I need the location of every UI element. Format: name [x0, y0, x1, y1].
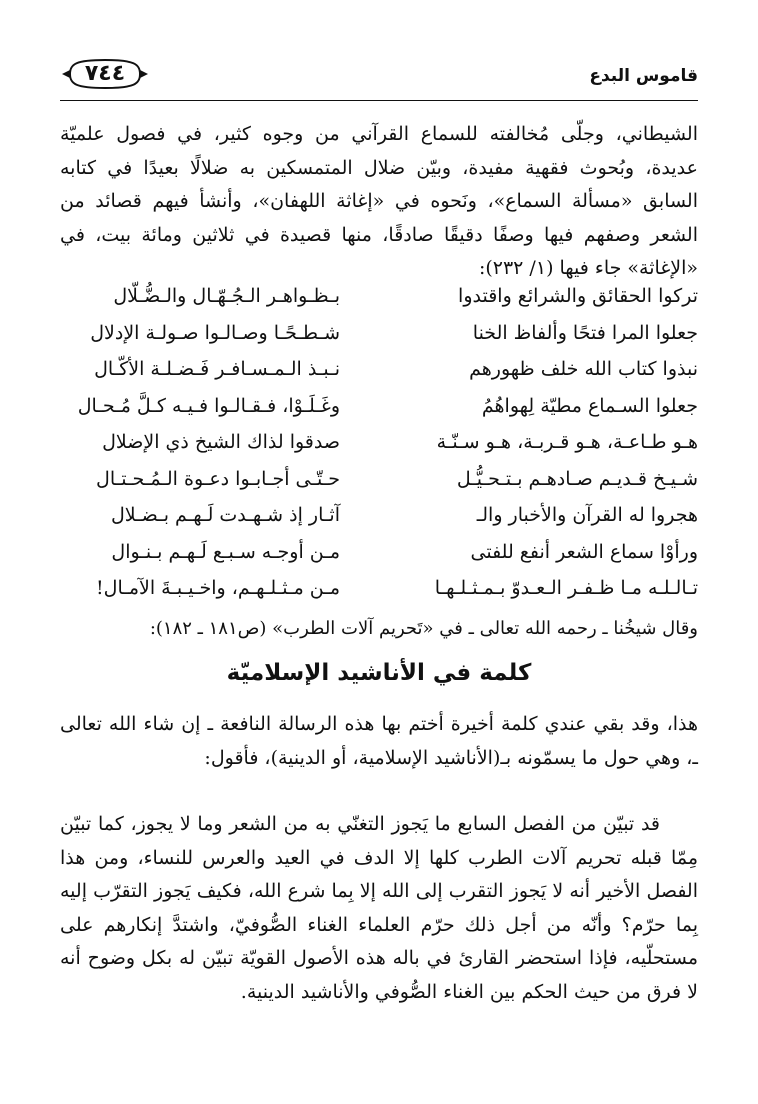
final-paragraph	[60, 808, 698, 1009]
poem-verse	[60, 322, 698, 359]
header-divider	[60, 100, 698, 101]
citation-line: وقال شيخُنا ـ رحمه الله تعالى ـ في «تَحريم آلات الطرب» (ص١٨١ ـ ١٨٢):	[149, 618, 698, 639]
running-title: قاموس البدع	[589, 66, 698, 86]
verse-second-hemistich: نـبـذ الـمـسـافـر فَـضـلـة الأكّـال	[94, 358, 340, 380]
poem	[60, 285, 698, 614]
page-number-badge	[60, 56, 150, 92]
poem-verse	[60, 431, 698, 468]
verse-first-hemistich: ورأوْا سماع الشعر أنفع للفتى	[470, 540, 698, 563]
verse-first-hemistich: تركوا الحقائق والشرائع واقتدوا	[458, 285, 698, 307]
verse-first-hemistich: شـيـخ قـديـم صـادهـم بـتـحـيُّـل	[456, 467, 698, 490]
poem-verse	[60, 541, 698, 578]
verse-first-hemistich: نبذوا كتاب الله خلف ظهورهم	[469, 358, 698, 380]
verse-second-hemistich: وغَـلَـوْا، فـقـالـوا فـيـه كـلَّ مُـحـال	[77, 394, 340, 417]
verse-second-hemistich: حـتّـى أجـابـوا دعـوة الـمُـحـتـال	[96, 467, 340, 490]
page-number: ٧٤٤	[84, 61, 126, 86]
verse-second-hemistich: صدقوا لذاك الشيخ ذي الإضلال	[102, 431, 340, 453]
verse-first-hemistich: تـالـلـه مـا ظـفـر الـعـدوّ بـمـثـلـهـا	[434, 577, 698, 599]
poem-verse	[60, 395, 698, 432]
verse-first-hemistich: جعلوا المرا فتحًا وألفاظ الخنا	[472, 321, 698, 344]
poem-verse	[60, 577, 698, 614]
poem-verse	[60, 468, 698, 505]
verse-first-hemistich: هـو طـاعـة، هـو قـربـة، هـو سـنّـة	[436, 431, 698, 453]
verse-second-hemistich: آثـار إذ شـهـدت لَـهـم بـضـلال	[110, 504, 340, 526]
conclusion-paragraph	[60, 708, 698, 775]
intro-text: الشيطاني، وجلّى مُخالفته للسماع القرآني من وجوه كثير، في فصول علميّة عديدة، وبُحوث فقهية مفيدة، وبيّن ضلال المتمسكين به ضلالًا بعيدًا في كتابه السابق «مسألة السماع»، ونَحوه في «إغاثة اللهفان»، وأنشأ فيهم قصائد من الشعر وصفهم فيها وصفًا دقيقًا صادقًا، منها قصيدة في ثلاثين ومائة بيت، في «الإغاثة» جاء فيها (١/ ٢٣٢):	[60, 123, 698, 279]
page-header	[60, 52, 698, 102]
poem-verse	[60, 358, 698, 395]
verse-second-hemistich: بـظـواهـر الـجُـهّـال والـضُّـلّال	[113, 285, 340, 307]
verse-first-hemistich: هجروا له القرآن والأخبار والـ	[476, 504, 698, 526]
section-heading: كلمة في الأناشيد الإسلاميّة	[226, 660, 532, 686]
final-text: قد تبيّن من الفصل السابع ما يَجوز التغنّي به من الشعر وما لا يجوز، كما تبيّن مِمّا قبله تحريم آلات الطرب كلها إلا الدف في العيد والعرس للنساء، ومن هذا الفصل الأخير أنه لا يَجوز التقرب إلى الله إلا بِما شرع الله، فكيف يَجوز التقرّب إليه بِما حرّم؟ وأنّه من أجل ذلك حرّم العلماء الغناء الصُّوفيّ، واشتدَّ إنكارهم على مستحلّيه، فإذا استحضر القارئ في باله هذه الأصول القويّة تبيّن له بكل وضوح أنه لا فرق من حيث الحكم بين الغناء الصُّوفي والأناشيد الدينية.	[60, 813, 698, 1003]
verse-second-hemistich: مـن مـثـلـهـم، واخـيـبـةَ الآمـال!	[96, 577, 340, 599]
verse-first-hemistich: جعلوا السـماع مطيّة لِهواهُمُ	[481, 394, 698, 417]
poem-verse	[60, 504, 698, 541]
conclusion-text: هذا، وقد بقي عندي كلمة أخيرة أختم بها هذه الرسالة النافعة ـ إن شاء الله تعالى ـ، وهي حول ما يسمّونه بـ(الأناشيد الإسلامية، أو الدينية)، فأقول:	[60, 713, 698, 769]
intro-paragraph	[60, 118, 698, 286]
poem-verse	[60, 285, 698, 322]
verse-second-hemistich: شـطـحًـا وصـالـوا صـولـة الإدلال	[90, 321, 340, 344]
verse-second-hemistich: مـن أوجـه سـبـع لَـهـم بـنـوال	[111, 540, 340, 563]
